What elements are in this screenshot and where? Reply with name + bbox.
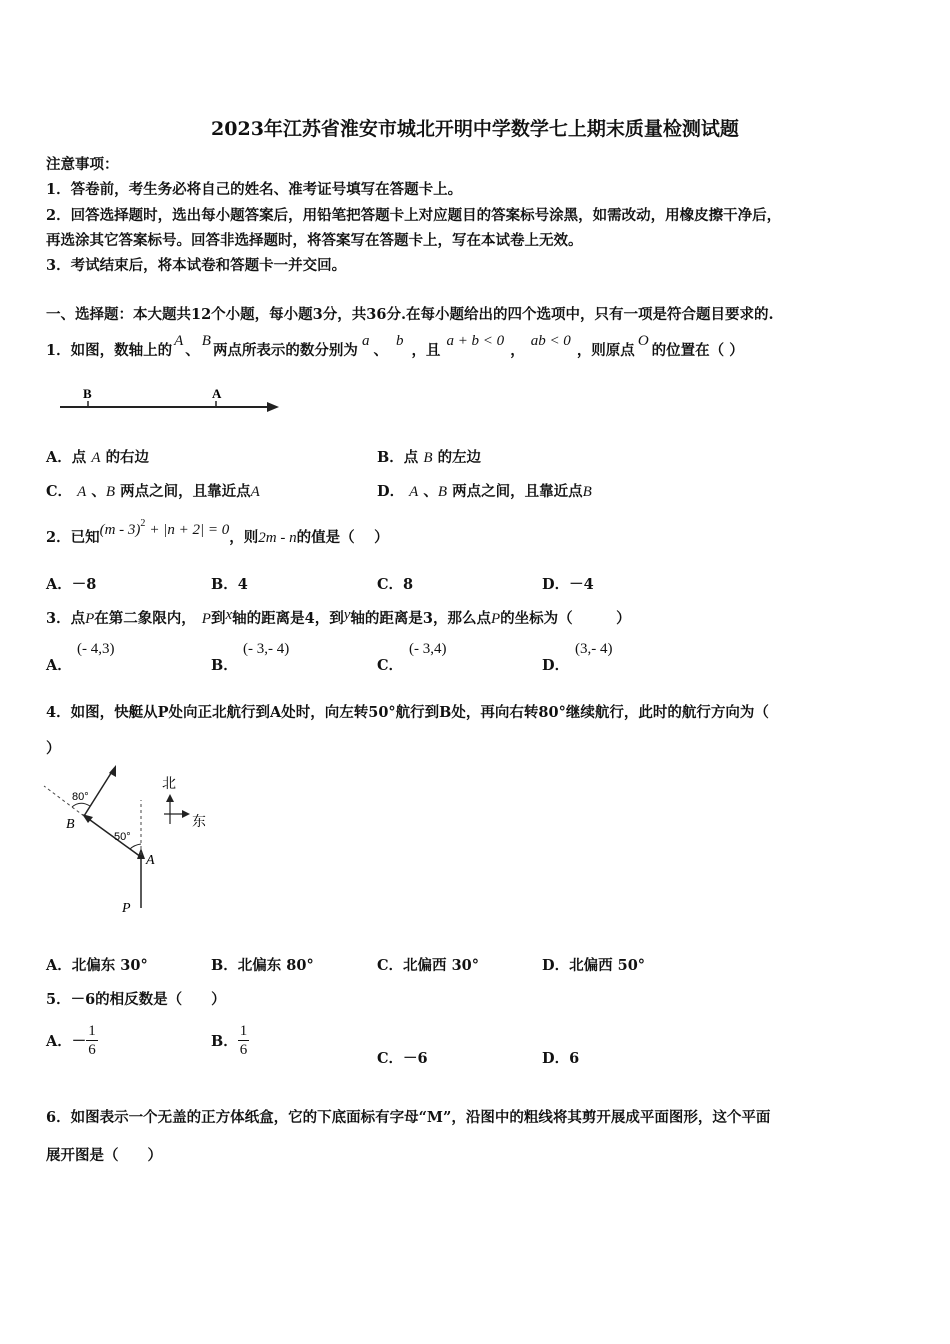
q1-cond-2: ab < 0 <box>530 333 571 349</box>
q1-opt-d-var1: A <box>409 484 419 500</box>
q1-text-1: 1．如图，数轴上的 <box>46 342 173 359</box>
q1-opt-a-var: A <box>91 450 101 466</box>
q1-var-O: O <box>637 333 649 349</box>
q5-opt-b-fraction <box>238 1022 250 1059</box>
compass-north-arrow <box>166 794 174 802</box>
q3-option-a-value: (- 4,3) <box>77 641 115 657</box>
q4-option-c: C．北偏西 30° <box>377 957 480 974</box>
q1-opt-d-var3: B <box>582 484 592 500</box>
q1-comma: ， <box>510 342 525 359</box>
q1-option-b <box>377 446 481 467</box>
q4-option-b: B．北偏东 80° <box>211 957 314 974</box>
q1-option-c <box>46 480 260 501</box>
q3-text-1: 3．点 <box>46 610 86 627</box>
q1-opt-b-var: B <box>423 450 433 466</box>
q2-option-d: D．－4 <box>542 576 594 593</box>
q3-var-P-2: P <box>201 611 211 627</box>
q1-var-A: A <box>174 333 184 349</box>
q2-expr-2: + |n + 2| = 0 <box>149 522 230 538</box>
q1-sep-2: 、 <box>373 342 388 359</box>
q1-text-5: 的位置在（ ） <box>651 342 744 359</box>
q1-stem <box>46 333 744 360</box>
section-heading: 一、选择题：本大题共12个小题，每小题3分，共36分.在每小题给出的四个选项中，只有一项是符合题目要求的. <box>46 306 774 323</box>
q5-opt-a-fraction <box>86 1022 98 1059</box>
notes-item-3: 3．考试结束后，将本试卷和答题卡一并交回。 <box>46 257 347 274</box>
angle-label-50: 50° <box>114 831 131 843</box>
q1-opt-d-var2: B <box>437 484 448 500</box>
number-line-arrow <box>267 402 279 412</box>
q2-text-3: 的值是（ ） <box>296 529 389 546</box>
q5-option-d: D．6 <box>542 1050 580 1067</box>
q1-opt-c-sep: 、 <box>91 483 106 500</box>
q1-opt-c-var3: A <box>250 484 260 500</box>
label-B: B <box>83 386 92 401</box>
q6-stem-line-1: 6．如图表示一个无盖的正方体纸盒，它的下底面标有字母“M”，沿图中的粗线将其剪开展成平面图形，这个平面 <box>46 1109 771 1126</box>
q3-var-P-3: P <box>490 611 501 627</box>
q3-option-c-label: C． <box>377 657 404 674</box>
q2-text-2: ，则 <box>229 529 259 546</box>
q1-var-a: a <box>361 333 370 349</box>
q2-option-b: B．4 <box>211 576 248 593</box>
label-A: A <box>212 386 222 401</box>
angle-label-80: 80° <box>72 791 89 803</box>
q3-option-d-value: (3,- 4) <box>575 641 613 657</box>
q1-cond-1: a + b < 0 <box>446 333 505 349</box>
q3-var-x: x <box>225 607 233 623</box>
q1-var-B: B <box>201 333 211 349</box>
angle-arc-50 <box>130 844 141 849</box>
page-title: 2023年江苏省淮安市城北开明中学数学七上期末质量检测试题 <box>211 118 739 140</box>
q3-text-6: 的坐标为（ ） <box>500 610 631 627</box>
q2-text-1: 2．已知 <box>46 529 100 546</box>
q4-option-d: D．北偏西 50° <box>542 957 646 974</box>
q5-opt-a-numerator: 1 <box>88 1023 96 1039</box>
q3-option-a-label: A． <box>46 657 72 674</box>
q1-text-4: ，则原点 <box>576 342 635 359</box>
compass-north-label: 北 <box>162 776 176 792</box>
q1-opt-c-var1: A <box>77 484 87 500</box>
q1-opt-c-label: C． <box>46 483 73 500</box>
q5-opt-a-denominator: 6 <box>88 1042 96 1058</box>
q3-text-5: 轴的距离是3，那么点 <box>350 610 491 627</box>
q5-opt-b-label: B． <box>211 1033 238 1050</box>
q4-option-a: A．北偏东 30° <box>46 957 148 974</box>
q5-option-b <box>211 1022 249 1059</box>
q4-stem-line-1: 4．如图，快艇从P处向正北航行到A处时，向左转50°航行到B处，再向右转80°继续航行，此时的航行方向为（ <box>46 704 769 721</box>
q1-opt-d-text: 两点之间，且靠近点 <box>452 483 583 500</box>
q3-option-c-value: (- 3,4) <box>409 641 447 657</box>
q3-text-3: 到 <box>210 610 226 627</box>
q1-number-line-figure <box>55 380 295 420</box>
angle-arc-80 <box>72 803 90 807</box>
q2-option-c: C．8 <box>377 576 414 593</box>
q3-option-b-value: (- 3,- 4) <box>243 641 290 657</box>
point-label-b: B <box>66 817 75 832</box>
q2-exponent: 2 <box>140 518 146 530</box>
q1-opt-d-label: D． <box>377 483 405 500</box>
q3-var-y: y <box>343 607 351 623</box>
q1-text-3: ，且 <box>411 342 441 359</box>
q2-option-a: A．－8 <box>46 576 97 593</box>
compass-east-label: 东 <box>192 814 206 830</box>
q1-opt-c-text: 两点之间，且靠近点 <box>120 483 251 500</box>
q2-expr-1: (m - 3) <box>99 522 141 538</box>
q6-stem-line-2: 展开图是（ ） <box>46 1147 162 1164</box>
q4-stem-line-2: ） <box>46 740 61 757</box>
q3-var-P: P <box>85 611 95 627</box>
point-label-p: P <box>122 901 131 916</box>
q1-opt-b-text: 的左边 <box>437 449 482 466</box>
q3-stem <box>46 607 631 628</box>
q3-option-b-label: B． <box>211 657 238 674</box>
notes-item-1: 1．答卷前，考生务必将自己的姓名、准考证号填写在答题卡上。 <box>46 181 463 198</box>
q5-option-c: C．－6 <box>377 1050 428 1067</box>
q3-option-d-label: D． <box>542 657 570 674</box>
q5-option-a <box>46 1022 98 1059</box>
notes-item-2: 2．回答选择题时，选出每小题答案后，用铅笔把答题卡上对应题目的答案标号涂黑，如需改动，用橡皮擦干净后， <box>46 207 782 224</box>
q1-text-2: 两点所表示的数分别为 <box>212 342 358 359</box>
q1-option-d <box>377 480 592 501</box>
q5-opt-a-label: A．－ <box>46 1033 87 1050</box>
q1-opt-a-text: 的右边 <box>105 449 150 466</box>
q3-text-4: 轴的距离是4，到 <box>232 610 344 627</box>
q5-opt-b-numerator: 1 <box>239 1023 248 1039</box>
q1-opt-b-label: B．点 <box>377 449 419 466</box>
compass-east-arrow <box>182 810 190 818</box>
q5-opt-b-denominator: 6 <box>239 1042 248 1058</box>
q2-stem <box>46 518 389 547</box>
notes-item-2-cont: 再选涂其它答案标号。回答非选择题时，将答案写在答题卡上，写在本试卷上无效。 <box>46 232 583 249</box>
notes-heading: 注意事项： <box>46 156 119 173</box>
q2-expr-3: 2m - n <box>258 530 297 546</box>
q1-var-b: b <box>395 333 404 349</box>
q5-stem: 5．－6的相反数是（ ） <box>46 991 226 1008</box>
q1-opt-a-label: A．点 <box>46 449 87 466</box>
q1-option-a <box>46 446 149 467</box>
point-label-a: A <box>146 853 155 868</box>
q4-navigation-figure <box>40 760 215 920</box>
q1-opt-d-sep: 、 <box>423 483 438 500</box>
q1-sep: 、 <box>185 342 200 359</box>
q3-text-2: 在第二象限内， <box>94 610 196 627</box>
q1-opt-c-var2: B <box>105 484 116 500</box>
